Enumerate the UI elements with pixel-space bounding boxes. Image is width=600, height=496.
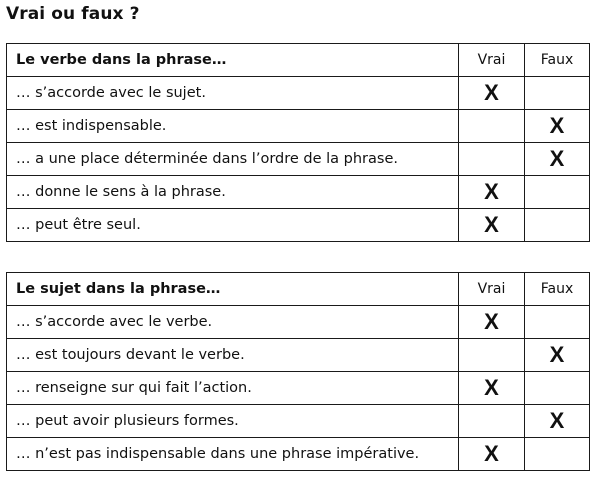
vrai-cell: X bbox=[459, 372, 525, 405]
faux-cell bbox=[525, 209, 590, 242]
column-header-vrai: Vrai bbox=[459, 44, 525, 77]
vrai-cell bbox=[459, 143, 525, 176]
column-header-faux: Faux bbox=[525, 273, 590, 306]
table-row bbox=[7, 438, 590, 471]
table-row bbox=[7, 143, 590, 176]
faux-cell: X bbox=[525, 405, 590, 438]
table-row bbox=[7, 306, 590, 339]
faux-cell: X bbox=[525, 339, 590, 372]
column-header-faux: Faux bbox=[525, 44, 590, 77]
faux-cell bbox=[525, 306, 590, 339]
vrai-cell: X bbox=[459, 176, 525, 209]
table-header-row bbox=[7, 273, 590, 306]
faux-cell bbox=[525, 372, 590, 405]
table-row bbox=[7, 209, 590, 242]
faux-cell: X bbox=[525, 143, 590, 176]
page-title: Vrai ou faux ? bbox=[6, 4, 140, 24]
table-header-title: Le verbe dans la phrase… bbox=[7, 44, 459, 77]
true-false-table-subject bbox=[6, 272, 590, 471]
statement-text: … est indispensable. bbox=[7, 110, 459, 143]
statement-text: … a une place déterminée dans l’ordre de la phrase. bbox=[7, 143, 459, 176]
statement-text: … peut être seul. bbox=[7, 209, 459, 242]
statement-text: … n’est pas indispensable dans une phrase impérative. bbox=[7, 438, 459, 471]
column-header-vrai: Vrai bbox=[459, 273, 525, 306]
table-row bbox=[7, 77, 590, 110]
vrai-cell: X bbox=[459, 77, 525, 110]
table-row bbox=[7, 176, 590, 209]
table-row bbox=[7, 339, 590, 372]
table-row bbox=[7, 372, 590, 405]
faux-cell: X bbox=[525, 110, 590, 143]
statement-text: … donne le sens à la phrase. bbox=[7, 176, 459, 209]
vrai-cell: X bbox=[459, 438, 525, 471]
true-false-table-verb bbox=[6, 43, 590, 242]
faux-cell bbox=[525, 77, 590, 110]
statement-text: … est toujours devant le verbe. bbox=[7, 339, 459, 372]
statement-text: … s’accorde avec le verbe. bbox=[7, 306, 459, 339]
vrai-cell bbox=[459, 405, 525, 438]
table-header-row bbox=[7, 44, 590, 77]
table-row bbox=[7, 110, 590, 143]
statement-text: … renseigne sur qui fait l’action. bbox=[7, 372, 459, 405]
vrai-cell: X bbox=[459, 209, 525, 242]
vrai-cell: X bbox=[459, 306, 525, 339]
statement-text: … s’accorde avec le sujet. bbox=[7, 77, 459, 110]
faux-cell bbox=[525, 176, 590, 209]
vrai-cell bbox=[459, 110, 525, 143]
faux-cell bbox=[525, 438, 590, 471]
table-row bbox=[7, 405, 590, 438]
vrai-cell bbox=[459, 339, 525, 372]
table-header-title: Le sujet dans la phrase… bbox=[7, 273, 459, 306]
statement-text: … peut avoir plusieurs formes. bbox=[7, 405, 459, 438]
